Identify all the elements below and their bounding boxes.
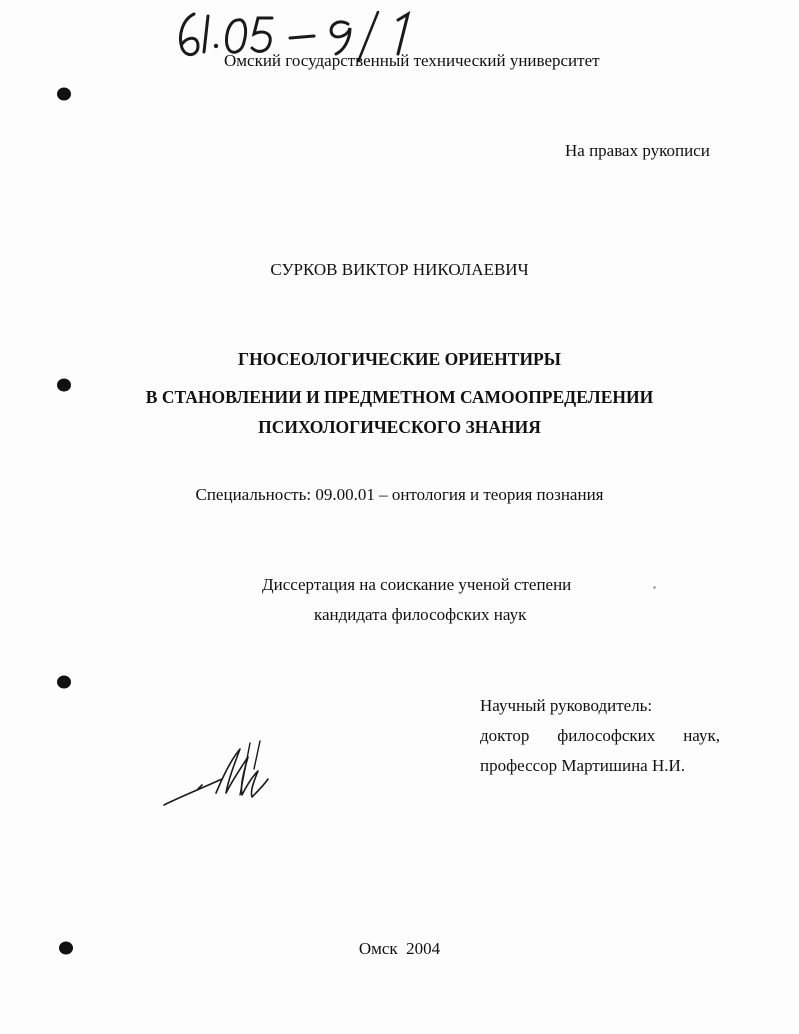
advisor-degree-word: наук, <box>683 726 720 745</box>
dissertation-line-2: кандидата философских наук <box>314 605 527 624</box>
paper-speck <box>652 585 657 590</box>
specialty: Специальность: 09.00.01 – онтология и теория познания <box>195 485 604 504</box>
advisor-name: профессор Мартишина Н.И. <box>480 756 686 775</box>
manuscript-rights-note: На правах рукописи <box>565 141 710 160</box>
thesis-title-line-3: ПСИХОЛОГИЧЕСКОГО ЗНАНИЯ <box>258 417 541 437</box>
thesis-title-line-2: В СТАНОВЛЕНИИ И ПРЕДМЕТНОМ САМООПРЕДЕЛЕНИИ <box>145 387 654 407</box>
dissertation-line-1: Диссертация на соискание ученой степени <box>262 575 572 594</box>
advisor-degree-word: философских <box>557 726 656 745</box>
city-year: Омск 2004 <box>358 939 441 958</box>
thesis-title-line-1: ГНОСЕОЛОГИЧЕСКИЕ ОРИЕНТИРЫ <box>238 349 561 369</box>
advisor-degree-word: доктор <box>480 726 530 745</box>
advisor-label: Научный руководитель: <box>480 696 653 715</box>
university-name: Омский государственный технический университет <box>224 51 600 70</box>
punch-hole-mark <box>56 86 72 102</box>
advisor-degree <box>480 726 720 746</box>
author-name: СУРКОВ ВИКТОР НИКОЛАЕВИЧ <box>270 260 529 279</box>
author-signature <box>160 735 280 810</box>
punch-hole-mark <box>56 674 72 690</box>
